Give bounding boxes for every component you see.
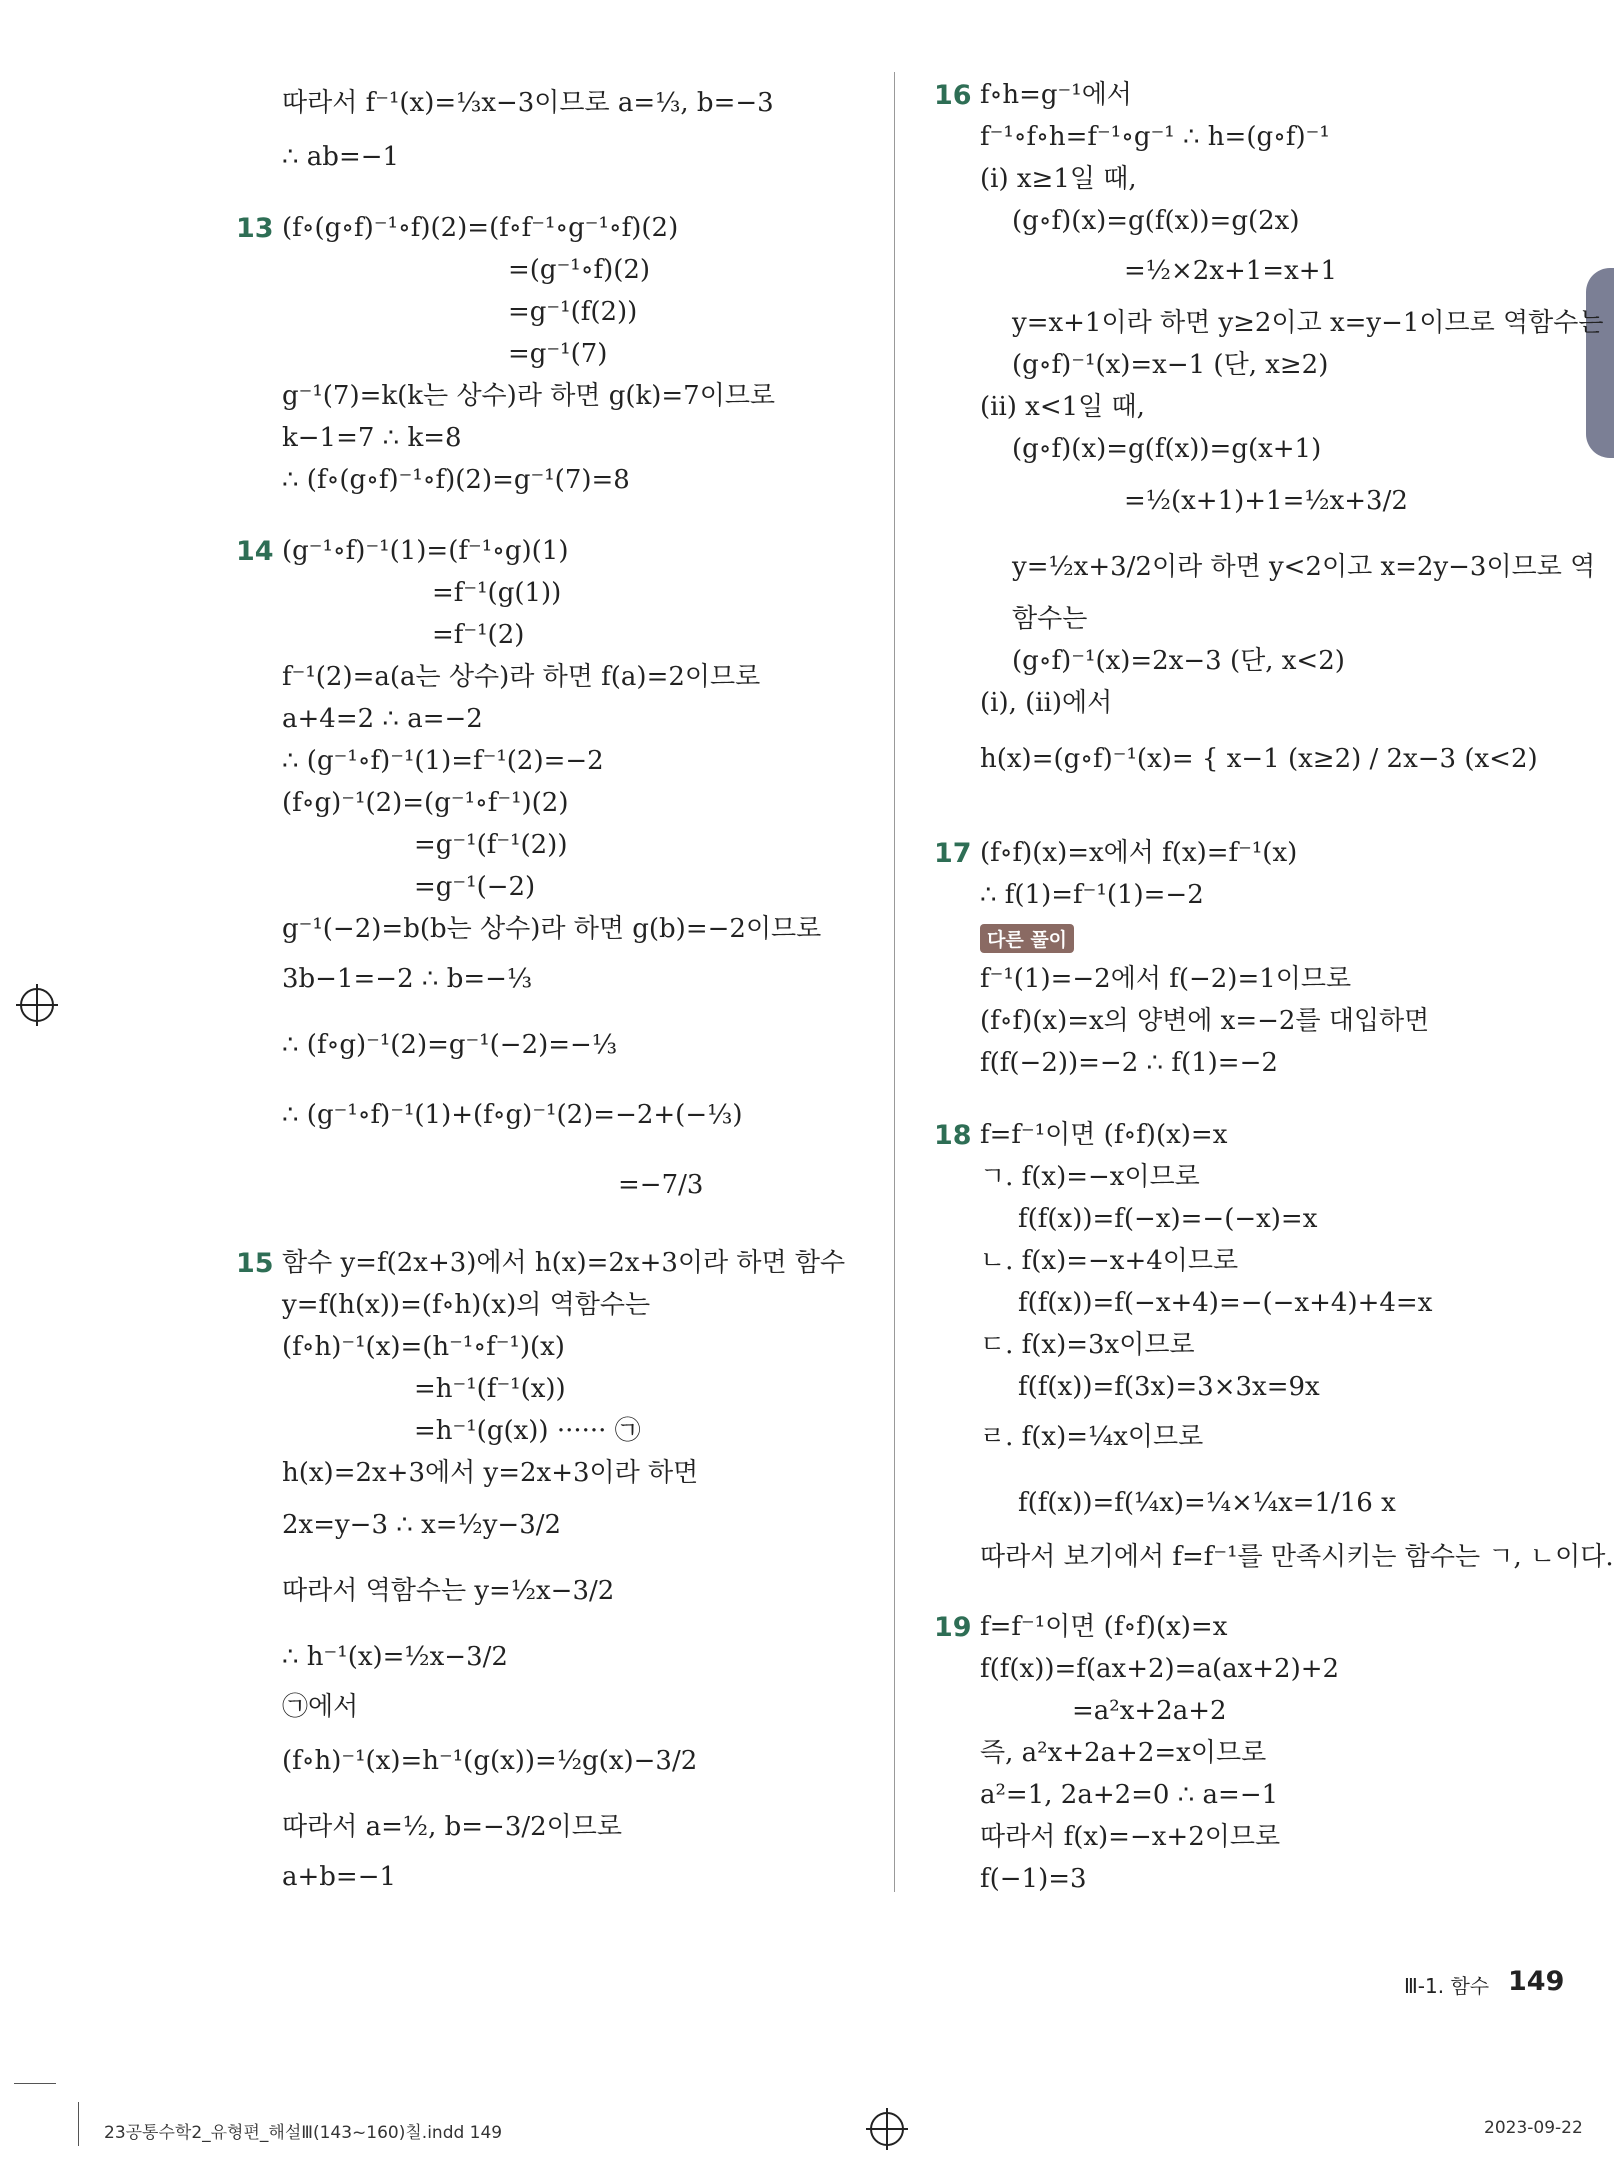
text-line: a²=1, 2a+2=0 ∴ a=−1 xyxy=(980,1780,1279,1810)
text-line: f⁻¹(2)=a(a는 상수)라 하면 f(a)=2이므로 xyxy=(282,662,761,692)
text-line: f=f⁻¹이면 (f∘f)(x)=x xyxy=(980,1120,1228,1150)
text-line: ㄴ. f(x)=−x+4이므로 xyxy=(980,1246,1239,1276)
page-number: 149 xyxy=(1508,1966,1565,1997)
text-line: 즉, a²x+2a+2=x이므로 xyxy=(980,1738,1267,1768)
text-line: 따라서 보기에서 f=f⁻¹를 만족시키는 함수는 ㄱ, ㄴ이다. xyxy=(980,1542,1614,1572)
text-line: a+b=−1 xyxy=(282,1862,397,1892)
text-line: (g∘f)(x)=g(f(x))=g(2x) xyxy=(1012,206,1300,236)
print-date: 2023-09-22 xyxy=(1484,2118,1583,2138)
text-line: ∴ ab=−1 xyxy=(282,142,400,172)
text-line: (g⁻¹∘f)⁻¹(1)=(f⁻¹∘g)(1) xyxy=(282,536,569,566)
text-line: ㄱ. f(x)=−x이므로 xyxy=(980,1162,1200,1192)
text-line: y=½x+3/2이라 하면 y<2이고 x=2y−3이므로 역 xyxy=(1012,552,1596,582)
text-line: 따라서 f⁻¹(x)=⅓x−3이므로 a=⅓, b=−3 xyxy=(282,88,774,118)
text-line: =(g⁻¹∘f)(2) xyxy=(508,255,651,285)
text-line: ∴ (g⁻¹∘f)⁻¹(1)=f⁻¹(2)=−2 xyxy=(282,746,604,776)
text-line: =f⁻¹(g(1)) xyxy=(432,578,562,608)
registration-mark-icon xyxy=(20,988,54,1022)
column-divider xyxy=(894,72,895,1892)
text-line: h(x)=(g∘f)⁻¹(x)= { x−1 (x≥2) / 2x−3 (x<2) xyxy=(980,744,1538,774)
text-line: =½×2x+1=x+1 xyxy=(1124,256,1338,286)
text-line: 3b−1=−2 ∴ b=−⅓ xyxy=(282,964,533,994)
text-line: g⁻¹(−2)=b(b는 상수)라 하면 g(b)=−2이므로 xyxy=(282,914,822,944)
crop-mark xyxy=(78,2102,79,2146)
text-line: 2x=y−3 ∴ x=½y−3/2 xyxy=(282,1510,562,1540)
text-line: ㄷ. f(x)=3x이므로 xyxy=(980,1330,1195,1360)
text-line: f∘h=g⁻¹에서 xyxy=(980,80,1132,110)
text-line: f(f(x))=f(−x)=−(−x)=x xyxy=(1018,1204,1318,1234)
text-line: (f∘f)(x)=x에서 f(x)=f⁻¹(x) xyxy=(980,838,1298,868)
text-line: ∴ (f∘(g∘f)⁻¹∘f)(2)=g⁻¹(7)=8 xyxy=(282,465,630,495)
problem-number: 19 xyxy=(934,1612,972,1643)
text-line: =g⁻¹(f⁻¹(2)) xyxy=(414,830,568,860)
text-line: y=f(h(x))=(f∘h)(x)의 역함수는 xyxy=(282,1290,651,1320)
text-line: ㄹ. f(x)=¼x이므로 xyxy=(980,1422,1204,1452)
text-line: (f∘h)⁻¹(x)=h⁻¹(g(x))=½g(x)−3/2 xyxy=(282,1746,698,1776)
text-line: f⁻¹(1)=−2에서 f(−2)=1이므로 xyxy=(980,964,1352,994)
text-line: (i), (ii)에서 xyxy=(980,688,1113,718)
problem-number: 18 xyxy=(934,1120,972,1151)
crop-mark xyxy=(14,2083,56,2084)
text-line: =g⁻¹(−2) xyxy=(414,872,536,902)
text-line: f(f(x))=f(ax+2)=a(ax+2)+2 xyxy=(980,1654,1340,1684)
text-line: f(−1)=3 xyxy=(980,1864,1087,1894)
registration-mark-icon xyxy=(870,2112,904,2146)
text-line: f=f⁻¹이면 (f∘f)(x)=x xyxy=(980,1612,1228,1642)
text-line: (f∘g)⁻¹(2)=(g⁻¹∘f⁻¹)(2) xyxy=(282,788,569,818)
text-line: ㉠에서 xyxy=(282,1692,359,1722)
text-line: 따라서 역함수는 y=½x−3/2 xyxy=(282,1576,615,1606)
text-line: =h⁻¹(g(x)) ······ ㉠ xyxy=(414,1416,641,1446)
text-line: f(f(x))=f(−x+4)=−(−x+4)+4=x xyxy=(1018,1288,1433,1318)
chapter-label: Ⅲ-1. 함수 xyxy=(1404,1974,1490,1998)
problem-number: 16 xyxy=(934,80,972,111)
text-line: (ii) x<1일 때, xyxy=(980,392,1145,422)
text-line: =g⁻¹(7) xyxy=(508,339,608,369)
text-line: h(x)=2x+3에서 y=2x+3이라 하면 xyxy=(282,1458,699,1488)
problem-number: 13 xyxy=(236,213,274,244)
text-line: 따라서 f(x)=−x+2이므로 xyxy=(980,1822,1281,1852)
alt-solution-badge: 다른 풀이 xyxy=(980,924,1074,953)
text-line: 함수는 xyxy=(1012,604,1088,634)
text-line: y=x+1이라 하면 y≥2이고 x=y−1이므로 역함수는 xyxy=(1012,308,1604,338)
text-line: ∴ (f∘g)⁻¹(2)=g⁻¹(−2)=−⅓ xyxy=(282,1030,618,1060)
problem-number: 14 xyxy=(236,536,274,567)
text-line: ∴ (g⁻¹∘f)⁻¹(1)+(f∘g)⁻¹(2)=−2+(−⅓) xyxy=(282,1100,743,1130)
text-line: k−1=7 ∴ k=8 xyxy=(282,423,462,453)
text-line: =a²x+2a+2 xyxy=(1072,1696,1227,1726)
text-line: (i) x≥1일 때, xyxy=(980,164,1137,194)
text-line: =−7/3 xyxy=(618,1170,704,1200)
text-line: =f⁻¹(2) xyxy=(432,620,525,650)
text-line: =½(x+1)+1=½x+3/2 xyxy=(1124,486,1408,516)
text-line: (g∘f)⁻¹(x)=x−1 (단, x≥2) xyxy=(1012,350,1329,380)
text-line: =h⁻¹(f⁻¹(x)) xyxy=(414,1374,566,1404)
text-line: 함수 y=f(2x+3)에서 h(x)=2x+3이라 하면 함수 xyxy=(282,1248,846,1278)
text-line: a+4=2 ∴ a=−2 xyxy=(282,704,483,734)
text-line: (f∘f)(x)=x의 양변에 x=−2를 대입하면 xyxy=(980,1006,1430,1036)
text-line: 따라서 a=½, b=−3/2이므로 xyxy=(282,1812,623,1842)
text-line: ∴ h⁻¹(x)=½x−3/2 xyxy=(282,1642,508,1672)
text-line: f(f(x))=f(3x)=3×3x=9x xyxy=(1018,1372,1320,1402)
text-line: f(f(x))=f(¼x)=¼×¼x=1/16 x xyxy=(1018,1488,1396,1518)
text-line: f⁻¹∘f∘h=f⁻¹∘g⁻¹ ∴ h=(g∘f)⁻¹ xyxy=(980,122,1330,152)
text-line: (g∘f)⁻¹(x)=2x−3 (단, x<2) xyxy=(1012,646,1345,676)
text-line: g⁻¹(7)=k(k는 상수)라 하면 g(k)=7이므로 xyxy=(282,381,776,411)
chapter-side-tab xyxy=(1586,268,1614,458)
text-line: f(f(−2))=−2 ∴ f(1)=−2 xyxy=(980,1048,1278,1078)
text-line: (g∘f)(x)=g(f(x))=g(x+1) xyxy=(1012,434,1322,464)
text-line: ∴ f(1)=f⁻¹(1)=−2 xyxy=(980,880,1204,910)
text-line: (f∘h)⁻¹(x)=(h⁻¹∘f⁻¹)(x) xyxy=(282,1332,565,1362)
text-line: =g⁻¹(f(2)) xyxy=(508,297,638,327)
problem-number: 15 xyxy=(236,1248,274,1279)
text-line: (f∘(g∘f)⁻¹∘f)(2)=(f∘f⁻¹∘g⁻¹∘f)(2) xyxy=(282,213,679,243)
problem-number: 17 xyxy=(934,838,972,869)
file-name: 23공통수학2_유형편_해설Ⅲ(143~160)칠.indd 149 xyxy=(104,2123,503,2143)
